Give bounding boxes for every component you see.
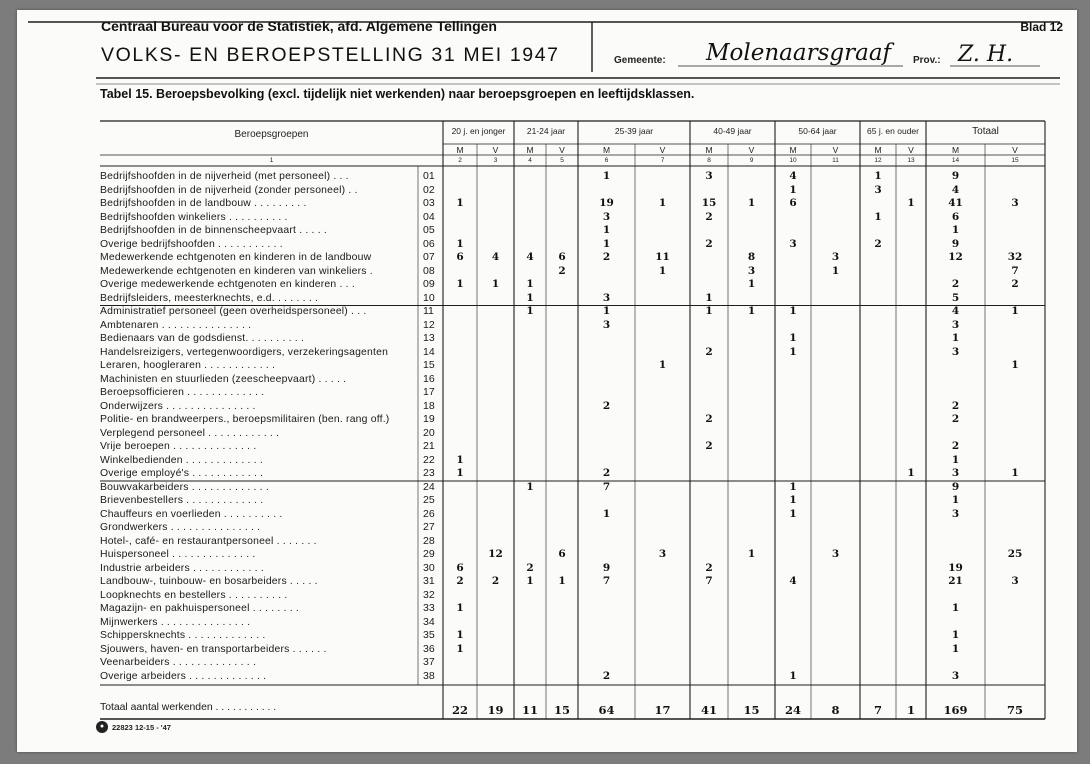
age-group-header: 50-64 jaar: [798, 126, 837, 136]
total-cell: 169: [943, 703, 968, 717]
table-cell: 1: [491, 278, 500, 290]
row-label: Ambtenaren . . . . . . . . . . . . . . .: [100, 319, 252, 331]
column-number: 7: [660, 157, 665, 164]
table-cell: 2: [951, 413, 960, 425]
organization-name: Centraal Bureau voor de Statistiek, afd. Algemene Tellingen: [101, 18, 497, 34]
age-group-header: 25-39 jaar: [614, 126, 654, 136]
table-cell: 1: [789, 480, 797, 493]
province-label: Prov.:: [913, 55, 941, 66]
row-label: Bedrijfshoofden in de nijverheid (zonder personeel) . .: [100, 184, 358, 196]
table-cell: 3: [602, 210, 611, 223]
total-cell: 7: [873, 703, 882, 717]
row-label: Chauffeurs en voerlieden . . . . . . . . . .: [100, 508, 283, 520]
table-cell: 19: [948, 561, 963, 574]
table-cell: 3: [951, 345, 960, 358]
sex-subheader: M: [874, 145, 882, 155]
table-cell: 2: [951, 278, 960, 290]
table-cell: 1: [658, 359, 667, 371]
row-code: 28: [423, 534, 435, 547]
row-label: Mijnwerkers . . . . . . . . . . . . . . .: [100, 616, 251, 628]
row-label: Vrije beroepen . . . . . . . . . . . . . .: [100, 441, 257, 452]
total-cell: 64: [598, 703, 615, 717]
table-cell: 2: [705, 561, 713, 574]
row-label: Machinisten en stuurlieden (zeescheepvaart) . . . . .: [100, 373, 347, 385]
column-number: 13: [907, 157, 915, 164]
table-cell: 1: [526, 291, 534, 304]
row-code: 23: [423, 467, 435, 479]
table-cell: 2: [705, 345, 713, 358]
table-cell: 2: [705, 440, 713, 452]
row-label: Hotel-, café- en restaurantpersoneel . . . . . . .: [100, 535, 317, 547]
table-cell: 3: [831, 251, 840, 263]
column-number: 6: [604, 157, 609, 164]
total-label: Totaal aantal werkenden . . . . . . . . . . .: [100, 702, 277, 713]
table-cell: 1: [526, 575, 534, 587]
row-label: Politie- en brandweerpers., beroepsmilitairen (ben. rang off.): [100, 414, 390, 425]
table-cell: 3: [789, 237, 797, 250]
row-code: 15: [423, 359, 435, 371]
row-code: 18: [423, 399, 435, 412]
row-code: 17: [423, 386, 435, 398]
row-code: 36: [423, 642, 435, 655]
table-cell: 8: [747, 251, 756, 263]
table-cell: 2: [526, 561, 534, 574]
table-cell: 1: [951, 642, 960, 655]
table-cell: 1: [789, 332, 797, 344]
row-code: 13: [423, 332, 435, 344]
row-label: Overige bedrijfshoofden . . . . . . . . . . .: [100, 238, 283, 250]
row-label: Medewerkende echtgenoten en kinderen in de landbouw: [100, 252, 372, 263]
table-cell: 3: [951, 318, 960, 331]
table-cell: 1: [789, 345, 797, 358]
table-cell: 2: [951, 399, 960, 412]
table-cell: 3: [874, 183, 882, 196]
row-code: 21: [423, 440, 435, 452]
table-cell: 1: [951, 224, 960, 236]
total-cell: 19: [487, 703, 504, 717]
table-cell: 1: [907, 197, 915, 209]
table-cell: 6: [951, 210, 960, 223]
column-number: 15: [1011, 157, 1019, 164]
table-cell: 3: [951, 669, 960, 682]
row-code: 22: [423, 453, 435, 466]
row-label: Bedrijfshoofden winkeliers . . . . . . . . . .: [100, 211, 288, 223]
total-cell: 41: [700, 703, 717, 717]
table-cell: 1: [456, 602, 464, 614]
row-code: 08: [423, 264, 435, 277]
total-cell: 24: [784, 703, 801, 717]
row-label: Bedienaars van de godsdienst. . . . . . . . . .: [100, 333, 305, 344]
table-title: Tabel 15. Beroepsbevolking (excl. tijdelijk niet werkenden) naar beroepsgroepen en leeftijdsklassen.: [100, 87, 695, 101]
row-code: 33: [423, 602, 435, 614]
row-label: Overige medewerkende echtgenoten en kinderen . . .: [100, 279, 355, 290]
total-cell: 8: [831, 703, 840, 717]
table-cell: 3: [602, 291, 611, 304]
table-cell: 1: [658, 197, 667, 209]
table-cell: 12: [948, 251, 963, 263]
row-label: Schippersknechts . . . . . . . . . . . . .: [100, 630, 266, 641]
row-label: Bedrijfshoofden in de nijverheid (met personeel) . . .: [100, 171, 349, 182]
total-cell: 1: [906, 703, 915, 717]
table-cell: 6: [789, 197, 797, 209]
table-cell: 2: [951, 440, 960, 452]
row-code: 20: [423, 426, 435, 439]
column-number: 4: [528, 157, 532, 164]
table-cell: 1: [951, 629, 960, 641]
table-cell: 1: [658, 264, 667, 277]
table-cell: 1: [526, 305, 534, 317]
province-value: Z. H.: [958, 42, 1014, 67]
table-cell: 1: [951, 332, 960, 344]
table-cell: 4: [526, 251, 534, 263]
row-label: Onderwijzers . . . . . . . . . . . . . . .: [100, 400, 256, 412]
table-cell: 1: [456, 278, 464, 290]
table-cell: 3: [747, 264, 756, 277]
table-cell: 5: [951, 291, 960, 304]
row-label: Magazijn- en pakhuispersoneel . . . . . . . .: [100, 603, 300, 614]
sex-subheader: M: [705, 145, 713, 155]
table-cell: 1: [789, 183, 797, 196]
row-code: 02: [423, 183, 435, 196]
row-label: Landbouw-, tuinbouw- en bosarbeiders . . . . .: [100, 576, 318, 587]
table-cell: 25: [1007, 548, 1023, 560]
table-cell: 6: [558, 548, 566, 560]
row-label: Bedrijfshoofden in de binnenscheepvaart . . . . .: [100, 225, 327, 236]
table-cell: 2: [602, 399, 611, 412]
table-cell: 7: [602, 575, 611, 587]
table-cell: 9: [951, 170, 960, 182]
table-cell: 7: [1011, 264, 1019, 277]
row-label: Medewerkende echtgenoten en kinderen van winkeliers .: [100, 265, 373, 277]
gemeente-label: Gemeente:: [614, 55, 666, 66]
sex-subheader: M: [456, 145, 464, 155]
row-code: 10: [423, 291, 435, 304]
total-cell: 75: [1006, 703, 1023, 717]
table-cell: 1: [456, 642, 464, 655]
column-number: 9: [749, 157, 754, 164]
table-cell: 1: [789, 305, 797, 317]
column-number: 14: [951, 157, 960, 164]
table-cell: 9: [951, 480, 960, 493]
age-group-header: 20 j. en jonger: [451, 126, 506, 136]
sex-subheader: M: [526, 145, 534, 155]
table-cell: 2: [456, 575, 464, 587]
table-cell: 2: [602, 669, 611, 682]
sheet-number: Blad 12: [1020, 20, 1063, 34]
row-label: Brievenbestellers . . . . . . . . . . . . .: [100, 495, 264, 506]
age-group-header: 65 j. en ouder: [867, 126, 919, 136]
total-cell: 15: [743, 703, 760, 717]
sex-subheader: M: [602, 145, 611, 155]
groups-column-number: 1: [269, 157, 274, 164]
total-cell: 11: [521, 703, 538, 717]
table-cell: 1: [789, 507, 797, 520]
table-cell: 6: [456, 251, 464, 263]
table-cell: 1: [789, 494, 797, 506]
row-code: 26: [423, 507, 435, 520]
row-code: 30: [423, 561, 435, 574]
table-cell: 7: [602, 480, 611, 493]
table-cell: 1: [747, 278, 756, 290]
table-cell: 3: [705, 170, 713, 182]
table-cell: 1: [526, 480, 534, 493]
row-label: Leraren, hoogleraren . . . . . . . . . . . .: [100, 360, 276, 371]
row-label: Administratief personeel (geen overheidspersoneel) . . .: [100, 306, 367, 317]
row-label: Veenarbeiders . . . . . . . . . . . . . .: [100, 657, 257, 668]
row-label: Bouwvakarbeiders . . . . . . . . . . . . .: [100, 481, 269, 493]
table-cell: 2: [705, 237, 713, 250]
row-code: 31: [423, 575, 435, 587]
table-cell: 2: [705, 210, 713, 223]
table-cell: 4: [789, 170, 797, 182]
row-code: 24: [423, 480, 435, 493]
row-code: 03: [423, 197, 435, 209]
table-cell: 1: [602, 224, 611, 236]
table-cell: 1: [602, 237, 611, 250]
sex-subheader: V: [559, 145, 565, 155]
table-cell: 1: [456, 453, 464, 466]
row-label: Overige arbeiders . . . . . . . . . . . . .: [100, 670, 267, 682]
age-group-header: 21-24 jaar: [526, 126, 566, 136]
table-cell: 3: [951, 467, 960, 479]
table-cell: 2: [558, 264, 566, 277]
table-cell: 1: [456, 629, 464, 641]
row-code: 16: [423, 372, 435, 385]
column-number: 8: [707, 157, 711, 164]
table-cell: 1: [874, 210, 882, 223]
table-cell: 6: [558, 251, 566, 263]
sex-subheader: V: [908, 145, 914, 155]
row-code: 29: [423, 548, 435, 560]
table-cell: 1: [951, 494, 960, 506]
row-code: 14: [423, 345, 435, 358]
row-code: 09: [423, 278, 435, 290]
table-cell: 41: [948, 197, 963, 209]
sex-subheader: V: [1012, 145, 1018, 155]
sex-subheader: V: [492, 145, 499, 155]
printer-logo-icon: ●: [96, 721, 108, 733]
table-cell: 1: [874, 170, 882, 182]
table-cell: 3: [831, 548, 840, 560]
table-cell: 32: [1007, 251, 1023, 263]
table-cell: 1: [602, 170, 611, 182]
row-code: 11: [423, 305, 434, 317]
row-code: 04: [423, 210, 435, 223]
column-number: 3: [493, 157, 498, 164]
table-cell: 1: [789, 669, 797, 682]
table-cell: 1: [705, 291, 713, 304]
gemeente-value: Molenaarsgraaf: [706, 40, 892, 66]
row-label: Bedrijfsleiders, meesterknechts, e.d. . . . . . . .: [100, 292, 319, 304]
row-code: 37: [423, 656, 435, 668]
total-cell: 22: [451, 703, 468, 717]
table-cell: 2: [874, 237, 882, 250]
table-cell: 4: [951, 183, 960, 196]
table-cell: 4: [951, 305, 960, 317]
table-cell: 4: [789, 575, 797, 587]
table-cell: 2: [602, 467, 611, 479]
row-label: Overige employé's . . . . . . . . . . . .: [100, 468, 264, 479]
table-cell: 3: [951, 507, 960, 520]
row-label: Grondwerkers . . . . . . . . . . . . . . .: [100, 522, 261, 533]
sex-subheader: M: [789, 145, 797, 155]
row-label: Beroepsofficieren . . . . . . . . . . . . .: [100, 387, 265, 398]
row-code: 27: [423, 521, 435, 533]
total-cell: 15: [553, 703, 570, 717]
row-code: 32: [423, 588, 435, 601]
table-cell: 12: [488, 548, 503, 560]
row-label: Handelsreizigers, vertegenwoordigers, verzekeringsagenten: [100, 346, 389, 358]
table-cell: 9: [602, 561, 611, 574]
table-cell: 7: [705, 575, 713, 587]
row-code: 05: [423, 224, 435, 236]
table-cell: 1: [747, 548, 756, 560]
table-cell: 1: [705, 305, 713, 317]
table-cell: 1: [602, 305, 611, 317]
row-label: Industrie arbeiders . . . . . . . . . . . .: [100, 562, 264, 574]
table-cell: 3: [602, 318, 611, 331]
table-cell: 2: [491, 575, 500, 587]
age-group-header: Totaal: [972, 126, 999, 137]
table-cell: 3: [1011, 197, 1019, 209]
table-cell: 1: [558, 575, 566, 587]
column-number: 11: [832, 157, 839, 164]
age-group-header: 40-49 jaar: [713, 126, 752, 136]
table-cell: 19: [599, 197, 614, 209]
row-label: Winkelbedienden . . . . . . . . . . . . .: [100, 454, 263, 466]
table-cell: 2: [602, 251, 611, 263]
row-label: Loopknechts en bestellers . . . . . . . . . .: [100, 589, 288, 601]
row-code: 12: [423, 318, 435, 331]
table-cell: 1: [526, 278, 534, 290]
sex-subheader: V: [832, 145, 839, 155]
table-cell: 15: [701, 197, 717, 209]
groups-header: Beroepsgroepen: [234, 129, 309, 140]
column-number: 5: [560, 157, 564, 164]
table-cell: 1: [831, 264, 840, 277]
column-number: 2: [458, 157, 462, 164]
table-cell: 1: [907, 467, 915, 479]
form-title: VOLKS- EN BEROEPSTELLING 31 MEI 1947: [101, 44, 560, 66]
row-label: Huispersoneel . . . . . . . . . . . . . .: [100, 549, 256, 560]
table-cell: 1: [951, 453, 960, 466]
total-cell: 17: [654, 703, 671, 717]
row-code: 19: [423, 413, 435, 425]
row-code: 34: [423, 615, 435, 628]
sex-subheader: M: [951, 145, 960, 155]
row-label: Bedrijfshoofden in de landbouw . . . . . . . . .: [100, 198, 307, 209]
row-code: 38: [423, 669, 435, 682]
table-cell: 1: [456, 237, 464, 250]
table-cell: 1: [747, 197, 756, 209]
table-cell: 21: [948, 575, 963, 587]
row-code: 25: [423, 494, 435, 506]
row-label: Verplegend personeel . . . . . . . . . . . .: [100, 427, 280, 439]
column-number: 10: [789, 157, 797, 164]
row-code: 07: [423, 251, 435, 263]
table-cell: 1: [1011, 305, 1019, 317]
table-cell: 6: [456, 561, 464, 574]
table-cell: 3: [658, 548, 667, 560]
row-code: 06: [423, 237, 435, 250]
table-cell: 9: [951, 237, 960, 250]
row-code: 35: [423, 629, 435, 641]
table-cell: 2: [1011, 278, 1019, 290]
row-code: 01: [423, 170, 435, 182]
table-cell: 1: [602, 507, 611, 520]
sex-subheader: V: [659, 145, 666, 155]
table-cell: 1: [1011, 359, 1019, 371]
table-cell: 1: [456, 197, 464, 209]
sex-subheader: V: [748, 145, 755, 155]
table-cell: 1: [1011, 467, 1019, 479]
table-cell: 2: [705, 413, 713, 425]
print-code-text: 22823 12-15 - '47: [112, 722, 171, 732]
table-cell: 4: [491, 251, 500, 263]
table-cell: 1: [951, 602, 960, 614]
row-label: Sjouwers, haven- en transportarbeiders . . . . . .: [100, 643, 327, 655]
column-number: 12: [874, 157, 882, 164]
table-cell: 1: [456, 467, 464, 479]
table-cell: 1: [747, 305, 756, 317]
table-cell: 3: [1011, 575, 1019, 587]
table-cell: 11: [655, 251, 670, 263]
